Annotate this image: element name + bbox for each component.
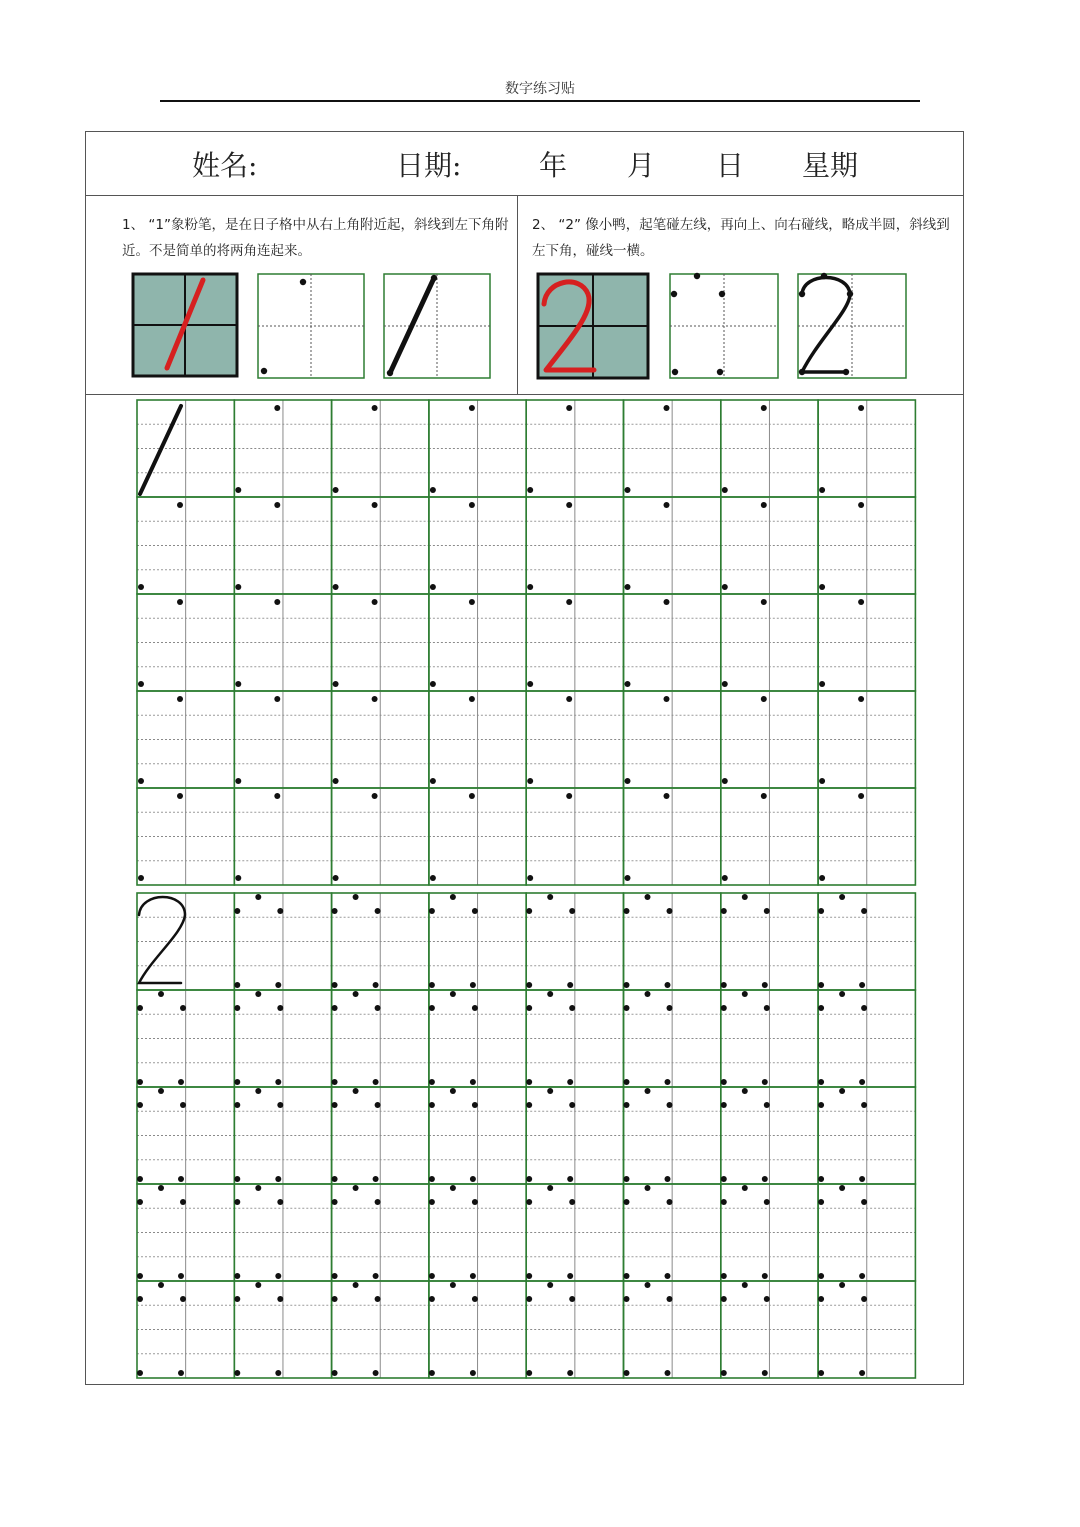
guide-dot [235,875,241,881]
guide-dot [858,793,864,799]
guide-dot [353,894,359,900]
guide-dot [372,405,378,411]
guide-dot [333,487,339,493]
guide-dot [180,1296,186,1302]
guide-dot [567,1079,573,1085]
guide-dot [137,1370,143,1376]
guide-dot [722,681,728,687]
guide-dot [430,778,436,784]
guide-dot [472,1199,478,1205]
guide-dot [373,982,379,988]
guide-dot [818,1102,824,1108]
guide-dot [234,1079,240,1085]
guide-dot [180,1199,186,1205]
guide-dot [665,982,671,988]
guide-dot [333,778,339,784]
guide-dot [469,793,475,799]
guide-dot [137,1273,143,1279]
guide-dot [277,1005,283,1011]
guide-dot [255,1088,261,1094]
guide-dot [469,502,475,508]
guide-dot [721,1005,727,1011]
guide-dot [721,908,727,914]
guide-dot [526,1079,532,1085]
guide-dot [762,1370,768,1376]
guide-dot [818,1005,824,1011]
guide-dot [547,1185,553,1191]
guide-dot [375,1005,381,1011]
guide-dot [375,1102,381,1108]
guide-dot [353,991,359,997]
guide-dot [178,1176,184,1182]
guide-dot [859,1370,865,1376]
guide-dot [859,1273,865,1279]
guide-dot [721,1273,727,1279]
guide-dot [665,1079,671,1085]
guide-dot [137,1005,143,1011]
guide-dot [722,584,728,590]
weekday-label: 星期 [802,149,859,182]
guide-dot [839,894,845,900]
guide-dot [624,1176,630,1182]
year-label: 年 [539,149,568,182]
guide-dot [373,1370,379,1376]
guide-dot [277,1296,283,1302]
guide-dot [158,1282,164,1288]
day-label: 日 [716,149,745,182]
guide-dot [664,696,670,702]
guide-dot [721,1176,727,1182]
guide-dot [624,1005,630,1011]
guide-dot [178,1273,184,1279]
guide-dot [761,502,767,508]
guide-dot [721,1370,727,1376]
guide-dot [178,1079,184,1085]
guide-dot [861,1005,867,1011]
guide-dot [429,1199,435,1205]
guide-dot [722,778,728,784]
guide-dot [235,584,241,590]
guide-dot [138,875,144,881]
guide-dot [569,1102,575,1108]
guide-dot [450,1282,456,1288]
guide-dot [429,908,435,914]
guide-dot [527,584,533,590]
guide-dot [137,1296,143,1302]
guide-dot [526,1005,532,1011]
guide-dot [859,1079,865,1085]
guide-dot [277,1199,283,1205]
guide-dot [624,1273,630,1279]
guide-dot [526,1273,532,1279]
guide-dot [138,681,144,687]
guide-dot [721,1296,727,1302]
traced-digit-2 [139,897,185,983]
guide-dot [234,1370,240,1376]
guide-dot [429,1296,435,1302]
guide-dot [430,875,436,881]
guide-dot [332,982,338,988]
guide-dot [353,1185,359,1191]
guide-dot [858,599,864,605]
guide-dot [137,1102,143,1108]
guide-dot [569,908,575,914]
guide-dot [450,991,456,997]
guide-dot [158,1088,164,1094]
guide-dot [275,1370,281,1376]
guide-dot [624,1199,630,1205]
guide-dot [333,681,339,687]
guide-dot [274,599,280,605]
guide-dot [861,1199,867,1205]
guide-dot [742,991,748,997]
guide-dot [818,1273,824,1279]
guide-dot [818,1176,824,1182]
guide-dot [858,696,864,702]
guide-dot [859,982,865,988]
guide-dot [566,599,572,605]
guide-dot [234,1199,240,1205]
guide-dot [373,1176,379,1182]
guide-dot [664,793,670,799]
guide-dot [761,793,767,799]
guide-dot [527,681,533,687]
guide-dot [235,681,241,687]
guide-dot [429,1079,435,1085]
guide-dot [353,1088,359,1094]
guide-dot [234,1176,240,1182]
guide-dot [526,1176,532,1182]
guide-dot [665,1176,671,1182]
guide-dot [333,875,339,881]
guide-dot [722,487,728,493]
guide-dot [430,681,436,687]
guide-dot [861,1102,867,1108]
guide-dot [180,1102,186,1108]
guide-dot [137,1199,143,1205]
guide-dot [567,1273,573,1279]
guide-dot [664,599,670,605]
guide-dot [234,982,240,988]
guide-dot [721,1199,727,1205]
guide-dot [158,991,164,997]
guide-dot [839,1088,845,1094]
guide-dot [333,584,339,590]
guide-dot [645,1088,651,1094]
guide-dot [664,405,670,411]
guide-dot [332,1176,338,1182]
guide-dot [858,405,864,411]
guide-dot [430,487,436,493]
guide-dot [177,599,183,605]
guide-dot [526,982,532,988]
traced-digit-1 [140,406,181,494]
guide-dot [429,1005,435,1011]
guide-dot [332,1102,338,1108]
guide-dot [818,1079,824,1085]
guide-dot [472,1102,478,1108]
guide-dot [472,908,478,914]
guide-dot [275,1079,281,1085]
guide-dot [624,1079,630,1085]
guide-dot [645,991,651,997]
guide-dot [547,1088,553,1094]
guide-dot [274,502,280,508]
guide-dot [373,1273,379,1279]
guide-dot [764,1102,770,1108]
guide-dot [819,875,825,881]
guide-dot [624,982,630,988]
guide-dot [180,1005,186,1011]
guide-dot [566,405,572,411]
guide-dot [470,1370,476,1376]
guide-dot [470,1176,476,1182]
guide-dot [764,1296,770,1302]
guide-dot [472,1296,478,1302]
guide-dot [234,908,240,914]
guide-dot [721,1102,727,1108]
guide-dot [764,1199,770,1205]
guide-dot [818,1296,824,1302]
guide-dot [373,1079,379,1085]
guide-dot [332,1370,338,1376]
guide-dot [761,599,767,605]
guide-dot [255,1282,261,1288]
guide-dot [645,1185,651,1191]
guide-dot [819,584,825,590]
guide-dot [625,778,631,784]
guide-dot [625,584,631,590]
guide-dot [234,1296,240,1302]
guide-dot [567,1176,573,1182]
guide-dot [472,1005,478,1011]
name-label: 姓名: [192,149,258,182]
guide-dot [566,793,572,799]
guide-dot [764,908,770,914]
guide-dot [762,1079,768,1085]
guide-dot [818,1199,824,1205]
guide-dot [234,1273,240,1279]
guide-dot [547,1282,553,1288]
guide-dot [429,982,435,988]
guide-dot [332,1005,338,1011]
guide-dot [372,696,378,702]
guide-dot [667,908,673,914]
instruction-text-1: 1、 “1”象粉笔，是在日子格中从右上角附近起，斜线到左下角附近。不是简单的将两角连起来。 [122,217,509,259]
guide-dot [234,1102,240,1108]
guide-dot [624,1370,630,1376]
guide-dot [645,894,651,900]
guide-dot [332,1296,338,1302]
guide-dot [839,991,845,997]
guide-dot [625,681,631,687]
guide-dot [275,1176,281,1182]
guide-dot [818,908,824,914]
guide-dot [665,1273,671,1279]
guide-dot [450,894,456,900]
guide-dot [469,696,475,702]
guide-dot [527,487,533,493]
guide-dot [526,1370,532,1376]
guide-dot [566,502,572,508]
guide-dot [569,1005,575,1011]
guide-dot [375,1199,381,1205]
page-title: 数字练习贴 [505,81,575,97]
guide-dot [624,908,630,914]
guide-dot [818,982,824,988]
guide-dot [861,1296,867,1302]
guide-dot [255,894,261,900]
guide-dot [138,778,144,784]
guide-dot [138,584,144,590]
guide-dot [255,991,261,997]
guide-dot [177,696,183,702]
guide-dot [429,1370,435,1376]
guide-dot [332,908,338,914]
guide-dot [332,1199,338,1205]
guide-dot [569,1199,575,1205]
guide-dot [625,875,631,881]
guide-dot [665,1370,671,1376]
guide-dot [526,1102,532,1108]
guide-dot [274,405,280,411]
guide-dot [818,1370,824,1376]
guide-dot [667,1005,673,1011]
guide-dot [274,793,280,799]
guide-dot [469,599,475,605]
guide-dot [762,982,768,988]
guide-dot [722,875,728,881]
guide-dot [761,696,767,702]
guide-dot [235,487,241,493]
guide-dot [547,991,553,997]
guide-dot [858,502,864,508]
guide-dot [861,908,867,914]
guide-dot [470,1079,476,1085]
guide-dot [429,1176,435,1182]
guide-dot [721,982,727,988]
guide-dot [764,1005,770,1011]
guide-dot [372,599,378,605]
guide-dot [450,1088,456,1094]
guide-dot [624,1296,630,1302]
guide-dot [429,1102,435,1108]
guide-dot [567,1370,573,1376]
guide-dot [547,894,553,900]
guide-dot [235,778,241,784]
guide-dot [819,681,825,687]
guide-dot [839,1282,845,1288]
guide-dot [624,1102,630,1108]
guide-dot [526,1296,532,1302]
guide-dot [332,1273,338,1279]
guide-dot [275,1273,281,1279]
guide-dot [526,1199,532,1205]
guide-dot [526,908,532,914]
guide-dot [567,982,573,988]
guide-dot [450,1185,456,1191]
guide-dot [625,487,631,493]
guide-dot [819,487,825,493]
guide-dot [137,1176,143,1182]
instruction-text-2: 2、 “2” 像小鸭，起笔碰左线，再向上、向右碰线，略成半圆，斜线到左下角，碰线一横。 [532,217,950,259]
guide-dot [762,1273,768,1279]
guide-dot [664,502,670,508]
guide-dot [177,793,183,799]
guide-dot [274,696,280,702]
guide-dot [819,778,825,784]
guide-dot [667,1199,673,1205]
guide-dot [277,908,283,914]
guide-dot [527,778,533,784]
guide-dot [721,1079,727,1085]
guide-dot [761,405,767,411]
guide-dot [527,875,533,881]
guide-dot [178,1370,184,1376]
guide-dot [470,1273,476,1279]
guide-dot [742,1282,748,1288]
guide-dot [275,982,281,988]
guide-dot [470,982,476,988]
guide-dot [255,1185,261,1191]
guide-dot [353,1282,359,1288]
guide-dot [645,1282,651,1288]
guide-dot [372,793,378,799]
guide-dot [277,1102,283,1108]
guide-dot [762,1176,768,1182]
guide-dot [372,502,378,508]
guide-dot [667,1296,673,1302]
guide-dot [234,1005,240,1011]
guide-dot [469,405,475,411]
guide-dot [375,1296,381,1302]
guide-dot [137,1079,143,1085]
guide-dot [569,1296,575,1302]
guide-dot [158,1185,164,1191]
month-label: 月 [627,149,656,182]
date-label: 日期: [396,149,462,182]
guide-dot [742,894,748,900]
guide-dot [566,696,572,702]
guide-dot [667,1102,673,1108]
guide-dot [177,502,183,508]
guide-dot [430,584,436,590]
guide-dot [742,1088,748,1094]
guide-dot [859,1176,865,1182]
guide-dot [375,908,381,914]
guide-dot [332,1079,338,1085]
guide-dot [839,1185,845,1191]
guide-dot [429,1273,435,1279]
guide-dot [742,1185,748,1191]
